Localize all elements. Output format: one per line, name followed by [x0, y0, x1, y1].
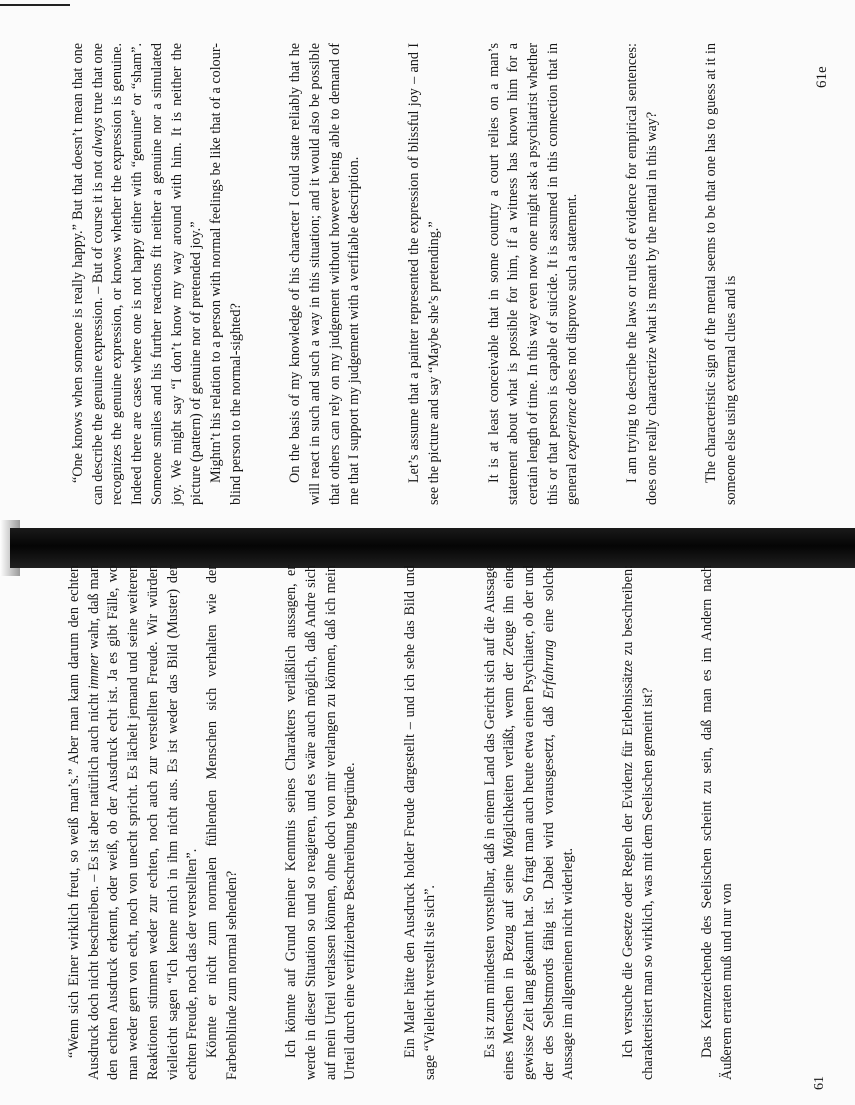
german-paragraph-3	[282, 565, 361, 1080]
english-paragraph-gap	[662, 43, 702, 505]
german-paragraph-gap	[658, 565, 698, 1080]
german-text-run: wahr, daß man den echten Ausdruck erkennt, oder weiß, ob der Ausdruck echt ist. Ja es gibt Fälle, wo man weder gern von echt, noch von unecht spricht. Es lächelt jemand und seine weiteren Reaktionen stimmen weder zur echten, noch auch zur verstellten Freude. Wir würden vielleicht sagen “Ich kenne mich in ihm nicht aus. Es ist weder das Bild (Muster) der echten Freude, noch das der verstellten”.	[85, 565, 201, 1080]
english-paragraph-5	[485, 43, 584, 505]
english-text-run: does not disprove such a statement.	[564, 193, 581, 399]
german-text-run: Das Kennzeichende des Seelischen scheint zu sein, daß man es im Andern nach Äußerem erraten muß und nur von	[699, 565, 736, 1080]
german-text-run: Ich versuche die Gesetze oder Regeln der Evidenz für Erlebnissätze zu beschreiben: charakterisiert man so wirklich, was mit dem Seelischen gemeint ist?	[620, 565, 656, 1080]
german-paragraph-gap	[242, 565, 282, 1080]
german-paragraph-4	[401, 565, 440, 1080]
english-paragraph-4	[405, 43, 444, 505]
english-text-run: Mightn’t his relation to a person with normal feelings be like that of a colour-blind person to the normal-sighted?	[207, 43, 244, 505]
german-paragraph-gap	[579, 565, 619, 1080]
english-paragraph-3	[286, 43, 365, 505]
english-page	[68, 43, 768, 505]
english-paragraph-gap	[246, 43, 286, 505]
german-text-run: “Wenn sich Einer wirklich freut, so weiß man’s.” Aber man kann darum den echten Ausdruck doch nicht beschreiben. – Es ist aber natürlich auch nicht	[66, 565, 102, 1080]
english-text-run: “One knows when someone is really happy.” But that doesn’t mean that one can describe the genuine expression. – But of course it is not	[70, 43, 106, 505]
english-paragraph-gap	[445, 43, 485, 505]
english-paragraph-7	[702, 43, 741, 505]
english-text-run: The characteristic sign of the mental seems to be that one has to guess at it in someone else using external clues and is	[703, 43, 740, 505]
english-paragraph-1	[69, 43, 207, 505]
english-text-run: On the basis of my knowledge of his character I could state reliably that he will react in such and such a way in this situation; and it would also be possible that others can rely on my judgement without however being able to demand of me that I support my judgement with a verifiable description.	[287, 43, 363, 505]
english-text-run: I am trying to describe the laws or rules of evidence for empirical sentences: does one really characterize what is meant by the mental in this way?	[624, 43, 660, 505]
german-text-run: eine solche Aussage im allgemeinen nicht widerlegt.	[540, 564, 577, 1080]
book-gutter-shadow	[10, 528, 855, 568]
german-emphasis: Erfahrung	[540, 639, 557, 699]
english-text-run: Let’s assume that a painter represented the expression of blissful joy – and I see the picture and say “Maybe she’s pretending.”	[406, 43, 442, 505]
english-paragraph-gap	[583, 43, 623, 505]
page-edge-line	[0, 4, 70, 6]
english-paragraph-gap	[365, 43, 405, 505]
english-page-number: 61e	[814, 66, 830, 88]
german-paragraph-gap	[361, 565, 401, 1080]
german-paragraph-6	[619, 565, 658, 1080]
german-page-number: 61	[812, 1076, 827, 1090]
german-text-run: Ein Maler hätte den Ausdruck holder Freude dargestellt – und ich sehe das Bild und sage “Vielleicht verstellt sie sich”.	[402, 565, 438, 1080]
english-emphasis: experience	[564, 398, 581, 460]
german-paragraph-gap	[441, 565, 481, 1080]
german-paragraph-5	[481, 565, 580, 1080]
german-paragraph-1	[65, 565, 203, 1080]
german-text-run: Könnte er nicht zum normalen fühlenden Menschen sich verhalten wie der Farbenblinde zum normal sehenden?	[203, 565, 240, 1080]
english-text-run: true that one recognizes the genuine expression, or knows whether the expression is genuine. Indeed there are cases where one is not happy either with “genuine” or “sham”. Someone smiles and his further reactions fit neither a genuine nor a simulated joy. We might say “I don’t know my way around with him. It is neither the picture (pattern) of genuine nor of pretended joy.”	[89, 43, 205, 505]
english-paragraph-2	[207, 43, 246, 505]
german-paragraph-7	[698, 565, 737, 1080]
german-emphasis: immer	[85, 653, 102, 690]
german-text-run: Es ist zum mindesten vorstellbar, daß in einem Land das Gericht sich auf die Aussage eines Menschen in Bezug auf seine Möglichkeiten verläßt, wenn der Zeuge ihn eine gewisse Zeit lang gekannt hat. So fragt man auch heute etwa einen Psychiater, ob der und der des Selbstmords fähig ist. Dabei wird vorausgesetzt, daß	[481, 565, 557, 1080]
german-page	[65, 564, 736, 1080]
german-paragraph-2	[203, 565, 242, 1080]
german-text-run: Ich könnte auf Grund meiner Kenntnis seines Charakters verläßlich aussagen, er werde in dieser Situation so und so reagieren, und es wäre auch möglich, daß Andre sich auf mein Urteil verlassen können, ohne doch von mir verlangen zu können, daß ich mein Urteil durch eine verifizierbare Beschreibung begründe.	[283, 565, 359, 1080]
english-paragraph-6	[623, 43, 662, 505]
english-text-run: It is at least conceivable that in some country a court relies on a man’s statement about what is possible for him, if a witness has known him for a certain length of time. In this way even now one might ask a psychiatrist whether this or that person is capable of suicide. It is assumed in this connection that in general	[485, 43, 581, 505]
english-emphasis: always	[89, 117, 106, 157]
